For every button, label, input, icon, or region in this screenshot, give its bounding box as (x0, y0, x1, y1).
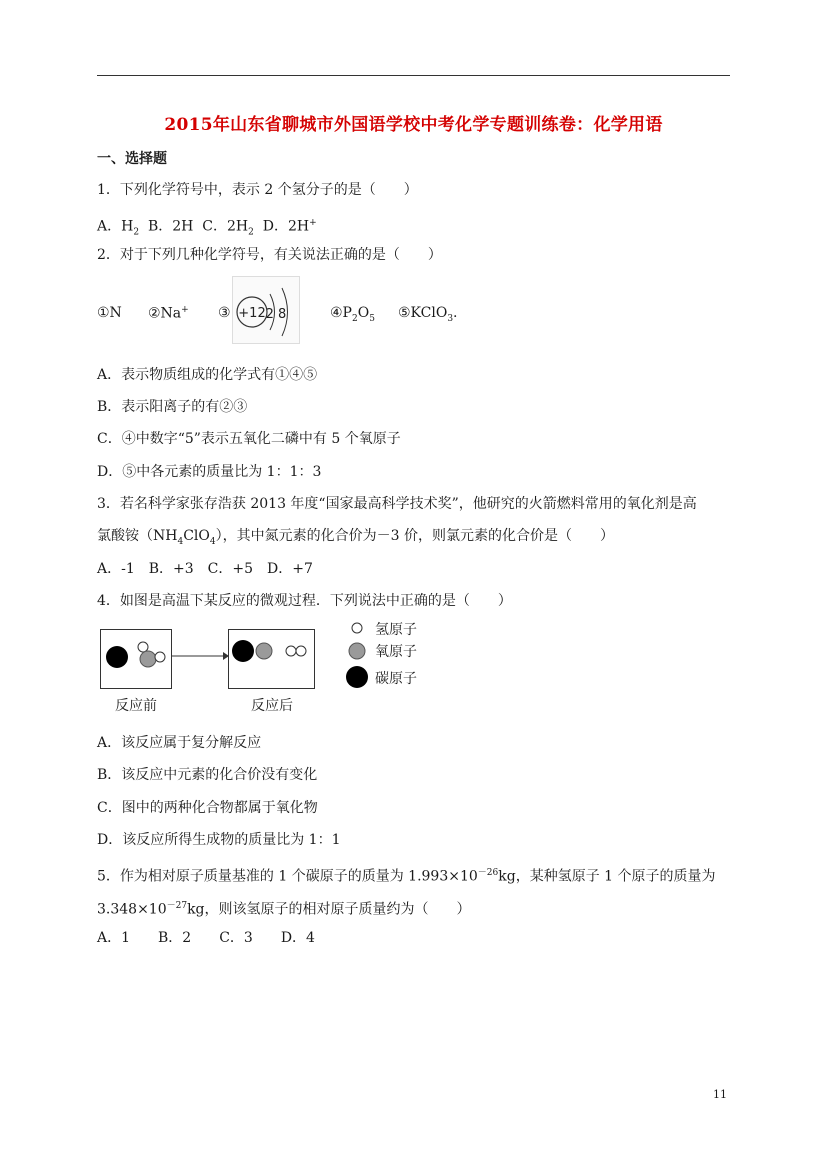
question-3-options: A．-1 B．+3 C．+5 D．+7 (97, 561, 313, 577)
question-4-option-c: C．图中的两种化合物都属于氧化物 (97, 800, 318, 816)
carbon-atom (106, 646, 128, 668)
symbol-3: ③ (218, 305, 231, 321)
question-1-stem: 1．下列化学符号中，表示 2 个氢分子的是（ ） (97, 182, 418, 198)
caption-after: 反应后 (251, 698, 293, 714)
section-heading: 一、选择题 (97, 151, 167, 167)
question-5-line-1: 5．作为相对原子质量基准的 1 个碳原子的质量为 $1.993\times 10^{-26}kg$，某种氢原子 1 个原子的质量为 (97, 868, 716, 885)
legend-hydrogen: 氢原子 (375, 622, 417, 638)
symbol-5: ⑤KClO$_3$. (398, 305, 458, 324)
legend-carbon: 碳原子 (375, 671, 417, 687)
question-2-stem: 2．对于下列几种化学符号，有关说法正确的是（ ） (97, 247, 442, 263)
question-1-options: A．$H_2$ B．2H C．$2H_2$ D．2H+ (97, 218, 317, 238)
question-3-line-1: 3．若名科学家张存浩获 2013 年度“国家最高科学技术奖”，他研究的火箭燃料常用的氧化剂是高 (97, 496, 697, 512)
question-4-option-b: B．该反应中元素的化合价没有变化 (97, 767, 318, 783)
oxygen-atom (140, 651, 156, 667)
question-4-option-d: D．该反应所得生成物的质量比为 1：1 (97, 832, 341, 848)
before-reaction-box (100, 629, 172, 689)
question-4-stem: 4．如图是高温下某反应的微观过程．下列说法中正确的是（ ） (97, 593, 512, 609)
carbon-atom (232, 640, 254, 662)
hydrogen-atom (138, 642, 148, 652)
reaction-diagram (97, 619, 427, 719)
legend-carbon-icon (346, 666, 368, 688)
symbol-2: ②Na+ (148, 305, 189, 322)
after-molecules (229, 630, 314, 688)
electron-shells-label: 2 8 (265, 307, 287, 322)
reaction-arrow (171, 649, 229, 663)
before-molecules (101, 630, 171, 688)
legend-symbols (343, 619, 373, 694)
question-5-options: A．1 B．2 C．3 D．4 (97, 930, 315, 946)
question-5-line-2: $3.348\times 10^{-27}kg$，则该氢原子的相对原子质量约为（ ） (97, 901, 471, 918)
legend-oxygen: 氧原子 (375, 644, 417, 660)
hydrogen-atom (155, 652, 165, 662)
header-rule (97, 75, 730, 76)
question-2-option-d: D．⑤中各元素的质量比为 1：1：3 (97, 464, 322, 480)
symbol-4: $④P_2O_5$ (330, 305, 375, 324)
legend-hydrogen-icon (352, 623, 362, 633)
hydrogen-atom (286, 646, 296, 656)
question-3-line-2: 氯酸铵$(NH_4ClO_4)$，其中氮元素的化合价为－3 价，则氯元素的化合价是（ ） (97, 528, 614, 547)
legend-oxygen-icon (349, 643, 365, 659)
question-2-option-a: A．表示物质组成的化学式有①④⑤ (97, 367, 318, 383)
page-title: 2015年山东省聊城市外国语学校中考化学专题训练卷：化学用语 (164, 115, 663, 135)
nucleus-charge: +12 (238, 306, 266, 321)
page-number: 11 (713, 1088, 727, 1101)
atom-structure-diagram (232, 276, 300, 344)
after-reaction-box (228, 629, 315, 689)
symbol-1: ①N (97, 305, 122, 321)
hydrogen-atom (296, 646, 306, 656)
caption-before: 反应前 (115, 698, 157, 714)
question-2-option-c: C．④中数字“5”表示五氧化二磷中有 5 个氧原子 (97, 431, 401, 447)
question-4-option-a: A．该反应属于复分解反应 (97, 735, 262, 751)
question-2-option-b: B．表示阳离子的有②③ (97, 399, 248, 415)
oxygen-atom (256, 643, 272, 659)
